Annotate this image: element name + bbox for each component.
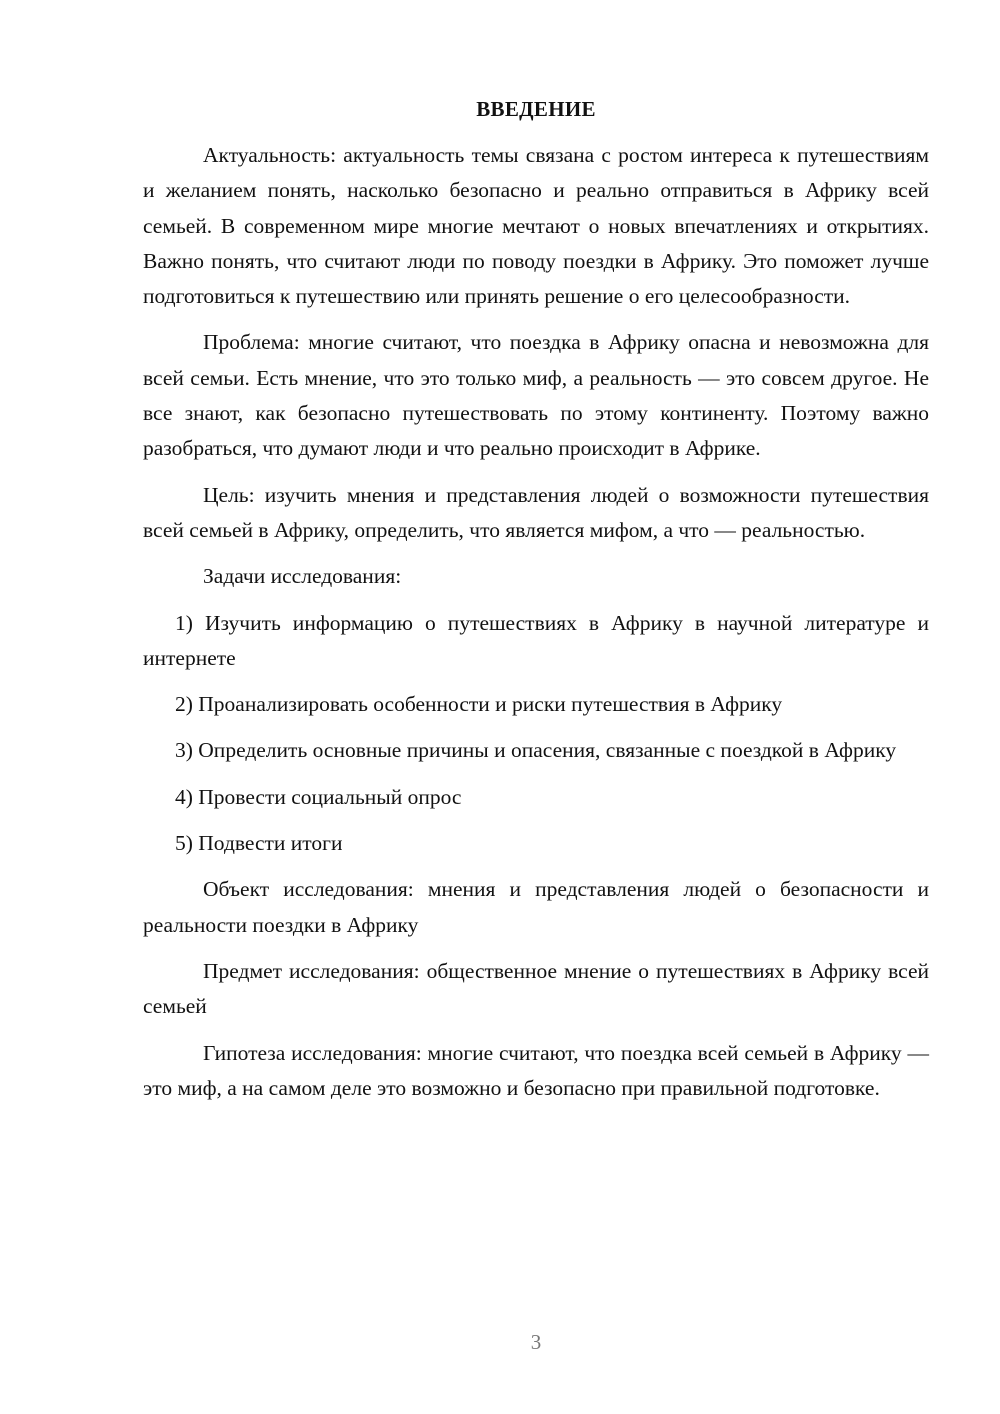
object-paragraph: Объект исследования: мнения и представления людей о безопасности и реальности поездки в Африку	[143, 877, 929, 937]
section-heading: ВВЕДЕНИЕ	[476, 97, 596, 121]
relevance-paragraph: Актуальность: актуальность темы связана с ростом интереса к путешествиям и желанием понять, насколько безопасно и реально отправиться в Африку всей семьей. В современном мире многие мечтают о новых впечатлениях и открытиях. Важно понять, что считают люди по поводу поездки в Африку. Это поможет лучше подготовиться к путешествию или принять решение о его целесообразности.	[143, 143, 929, 309]
task-item-4: 4) Провести социальный опрос	[175, 784, 462, 809]
task-item-2: 2) Проанализировать особенности и риски путешествия в Африку	[175, 692, 783, 717]
document-page	[143, 92, 929, 1117]
task-item-3: 3) Определить основные причины и опасения, связанные с поездкой в Африку	[175, 738, 897, 763]
page-number: 3	[530, 1330, 542, 1354]
subject-paragraph: Предмет исследования: общественное мнение о путешествиях в Африку всей семьей	[143, 958, 929, 1019]
tasks-heading: Задачи исследования:	[203, 564, 402, 589]
goal-paragraph: Цель: изучить мнения и представления людей о возможности путешествия всей семьей в Африку, определить, что является мифом, а что — реальностью.	[143, 482, 929, 542]
task-item-5: 5) Подвести итоги	[175, 831, 343, 856]
problem-paragraph: Проблема: многие считают, что поездка в Африку опасна и невозможна для всей семьи. Есть мнение, что это только миф, а реальность — это совсем другое. Не все знают, как безопасно путешествовать по этому континенту. Поэтому важно разобраться, что думают люди и что реально происходит в Африке.	[143, 330, 929, 461]
task-item-1: 1) Изучить информацию о путешествиях в Африку в научной литературе и интернете	[143, 610, 929, 670]
hypothesis-paragraph: Гипотеза исследования: многие считают, что поездка всей семьей в Африку — это миф, а на самом деле это возможно и безопасно при правильной подготовке.	[143, 1040, 929, 1100]
